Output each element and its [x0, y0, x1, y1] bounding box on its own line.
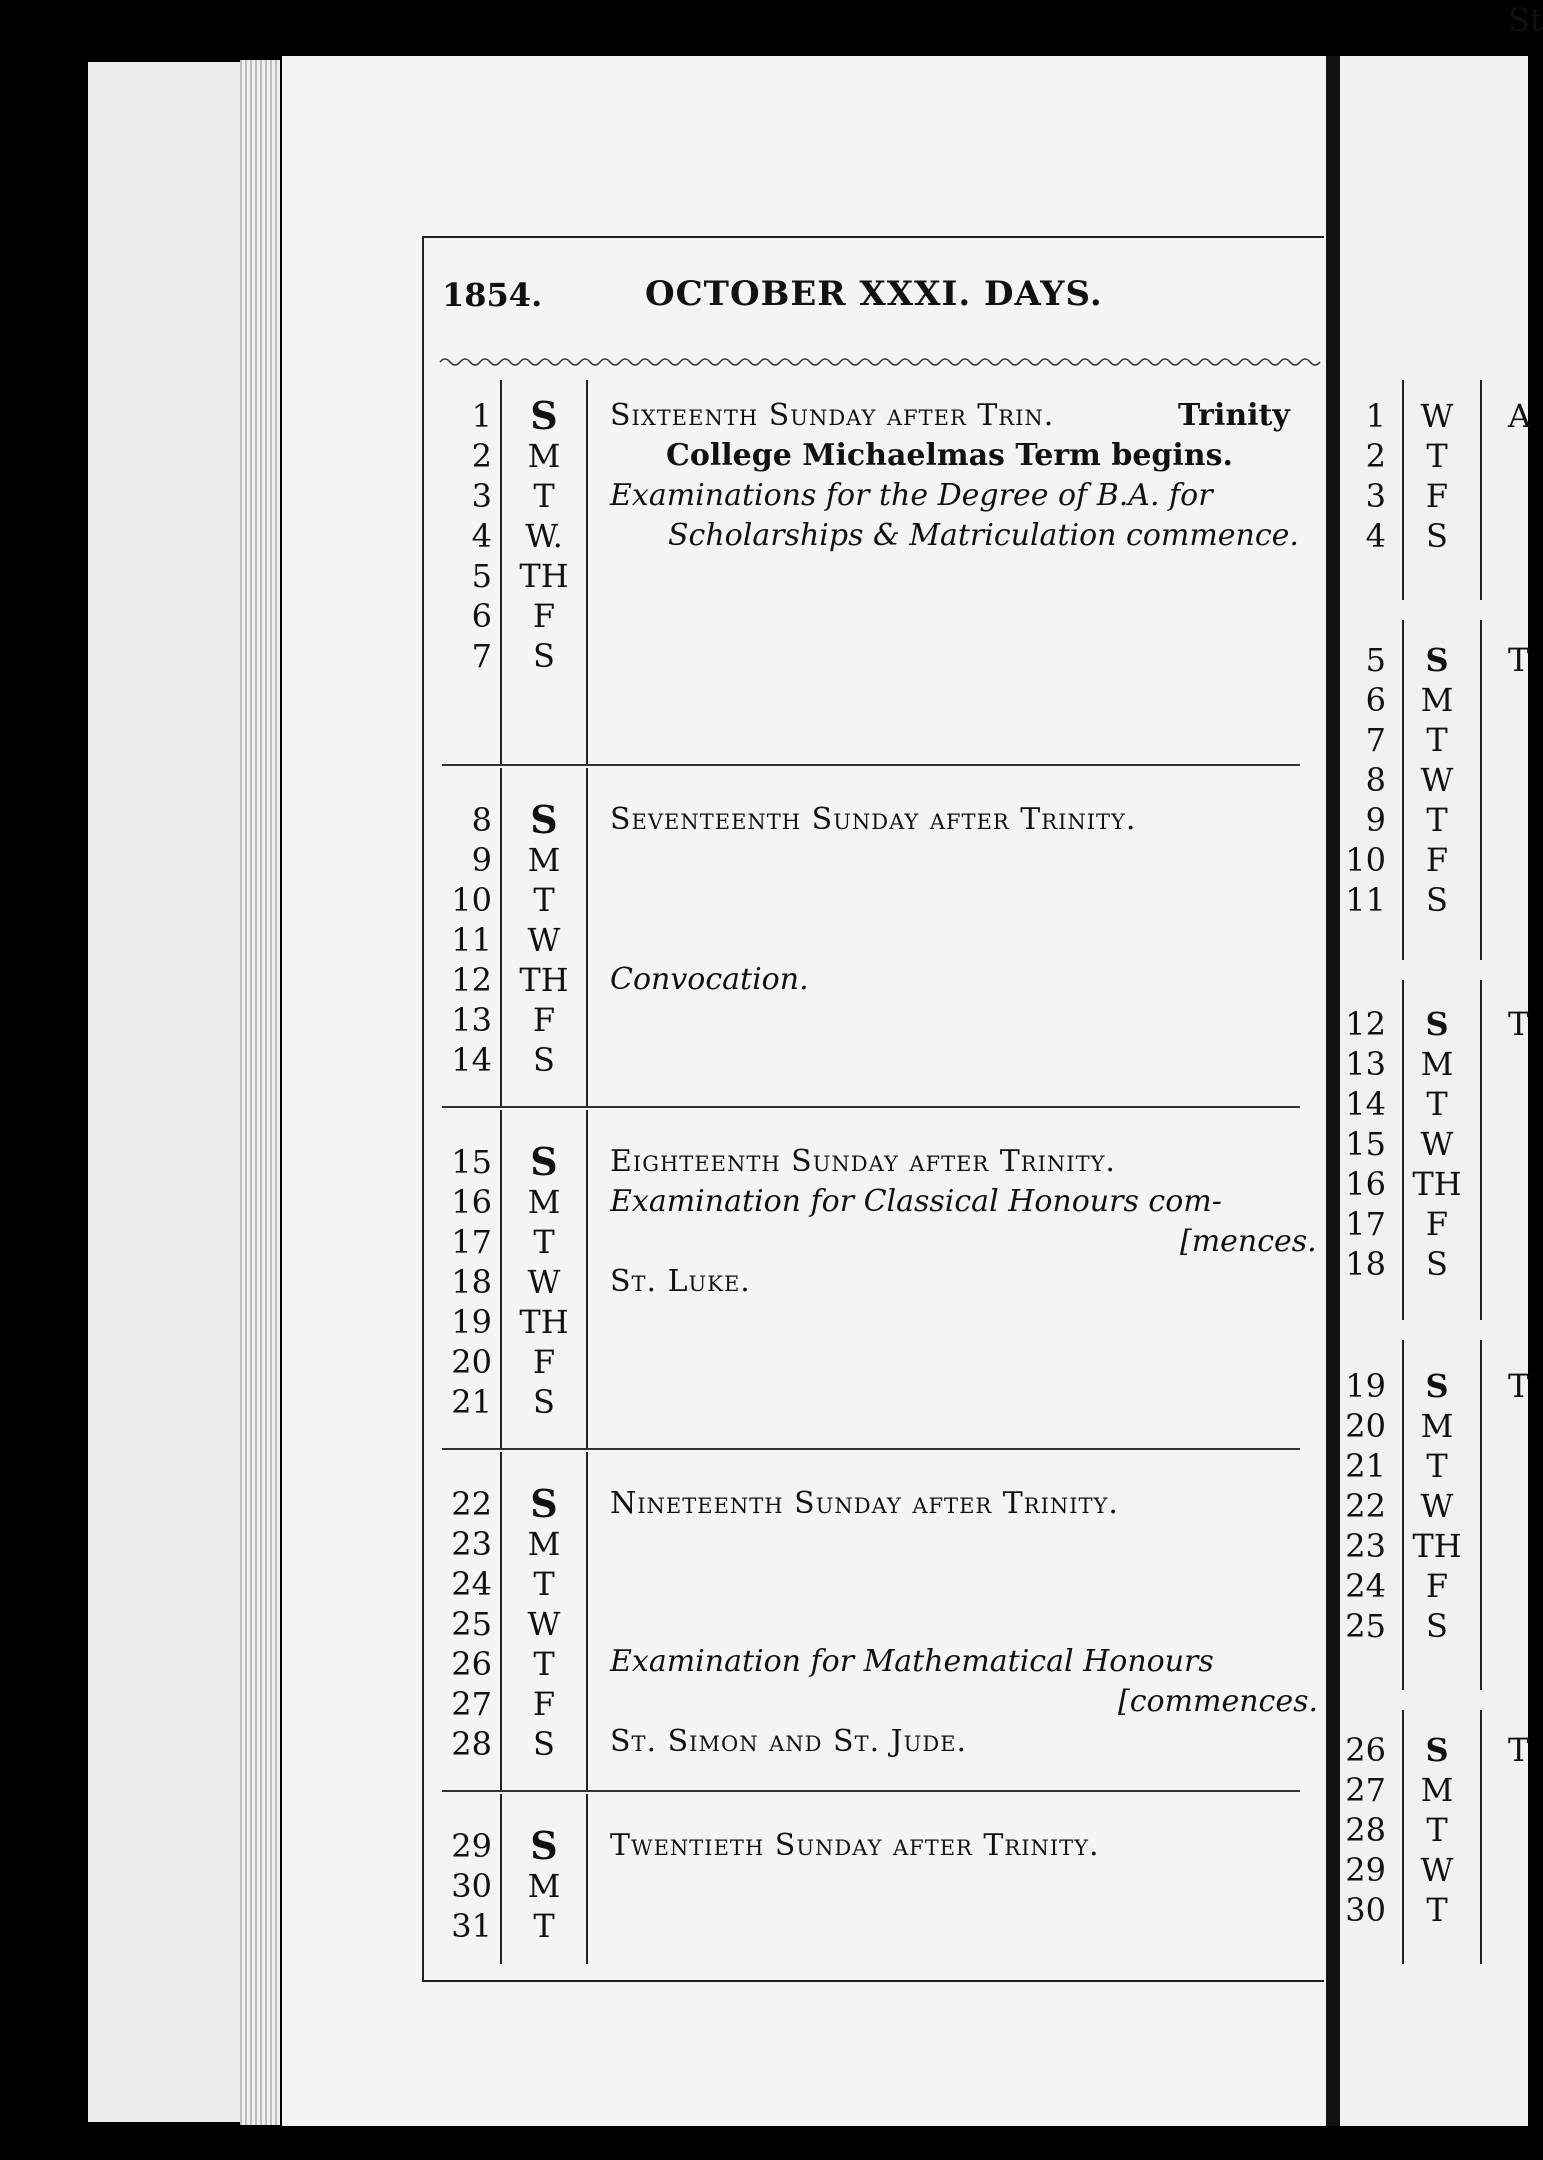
weekday-letter: M: [527, 1525, 561, 1563]
weekday-letter: TH: [519, 961, 569, 999]
weekday-letter: M: [527, 1867, 561, 1905]
column-rule: [586, 1794, 588, 1964]
weekday-letter: M: [527, 841, 561, 879]
day-number: 31: [451, 1907, 492, 1945]
next-page-note: A: [1508, 397, 1532, 435]
next-day-number: 17: [1345, 1205, 1386, 1243]
next-weekday-letter: T: [1426, 1891, 1448, 1929]
year-heading: 1854.: [442, 276, 543, 314]
next-day-number: 5: [1365, 641, 1386, 679]
column-rule: [500, 1452, 502, 1790]
note-day-12: Convocation.: [610, 962, 809, 997]
day-number: 16: [451, 1183, 492, 1221]
day-number: 23: [451, 1525, 492, 1563]
day-number: 7: [471, 637, 492, 675]
next-weekday-letter: W: [1420, 1125, 1454, 1163]
column-rule: [500, 1794, 502, 1964]
day-number: 13: [451, 1001, 492, 1039]
next-column-rule: [1402, 380, 1404, 600]
next-day-number: 25: [1345, 1607, 1386, 1645]
week-separator: [442, 764, 1300, 766]
next-weekday-letter: TH: [1412, 1527, 1462, 1565]
column-rule: [586, 1110, 588, 1448]
day-number: 17: [451, 1223, 492, 1261]
note-day-1-trinity: Trinity: [1178, 398, 1290, 433]
day-number: 6: [471, 597, 492, 635]
day-number: 8: [471, 801, 492, 839]
next-day-number: 19: [1345, 1367, 1386, 1405]
next-day-number: 26: [1345, 1731, 1386, 1769]
weekday-letter: W: [527, 1605, 561, 1643]
next-day-number: 9: [1365, 801, 1386, 839]
day-number: 28: [451, 1725, 492, 1763]
weekday-letter: T: [533, 477, 555, 515]
next-weekday-letter: F: [1425, 841, 1449, 879]
next-column-rule: [1402, 1340, 1404, 1690]
next-weekday-letter: M: [1420, 1771, 1454, 1809]
next-weekday-letter: TH: [1412, 1165, 1462, 1203]
next-page-note: St: [1508, 1, 1543, 39]
next-sunday-letter: S: [1425, 1005, 1449, 1043]
page-stack-edges: [240, 60, 280, 2125]
next-column-rule: [1402, 1710, 1404, 1964]
day-number: 27: [451, 1685, 492, 1723]
column-rule: [500, 380, 502, 764]
next-day-number: 15: [1345, 1125, 1386, 1163]
next-weekday-letter: W: [1420, 1851, 1454, 1889]
note-day-22: Nineteenth Sunday after Trinity.: [610, 1486, 1119, 1521]
wavy-rule: [440, 356, 1322, 368]
next-day-number: 16: [1345, 1165, 1386, 1203]
day-number: 5: [471, 557, 492, 595]
next-column-rule: [1402, 980, 1404, 1320]
next-weekday-letter: M: [1420, 1045, 1454, 1083]
weekday-letter: S: [533, 1383, 555, 1421]
next-weekday-letter: F: [1425, 1567, 1449, 1605]
weekday-letter: T: [533, 1907, 555, 1945]
day-number: 24: [451, 1565, 492, 1603]
next-weekday-letter: M: [1420, 1407, 1454, 1445]
weekday-letter: TH: [519, 557, 569, 595]
weekday-letter: W: [527, 921, 561, 959]
column-rule: [586, 768, 588, 1106]
next-day-number: 24: [1345, 1567, 1386, 1605]
next-day-number: 14: [1345, 1085, 1386, 1123]
next-column-rule: [1480, 1710, 1482, 1964]
day-number: 2: [471, 437, 492, 475]
next-day-number: 3: [1365, 477, 1386, 515]
left-page-edge: [88, 62, 264, 2122]
next-day-number: 28: [1345, 1811, 1386, 1849]
next-day-number: 10: [1345, 841, 1386, 879]
next-column-rule: [1480, 1340, 1482, 1690]
next-day-number: 2: [1365, 437, 1386, 475]
next-weekday-letter: T: [1426, 1811, 1448, 1849]
next-page-note: T: [1508, 1731, 1530, 1769]
next-day-number: 23: [1345, 1527, 1386, 1565]
next-weekday-letter: S: [1426, 881, 1448, 919]
month-heading: OCTOBER XXXI. DAYS.: [645, 274, 1103, 314]
next-weekday-letter: M: [1420, 681, 1454, 719]
next-day-number: 6: [1365, 681, 1386, 719]
next-day-number: 12: [1345, 1005, 1386, 1043]
weekday-letter: TH: [519, 1303, 569, 1341]
column-rule: [500, 768, 502, 1106]
weekday-letter: S: [533, 1041, 555, 1079]
note-day-15: Eighteenth Sunday after Trinity.: [610, 1144, 1116, 1179]
week-separator: [442, 1790, 1300, 1792]
day-number: 10: [451, 881, 492, 919]
day-number: 4: [471, 517, 492, 555]
day-number: 21: [451, 1383, 492, 1421]
note-day-16: Examination for Classical Honours com-: [610, 1184, 1222, 1219]
day-number: 15: [451, 1143, 492, 1181]
next-day-number: 21: [1345, 1447, 1386, 1485]
next-weekday-letter: T: [1426, 801, 1448, 839]
note-day-17: [mences.: [1180, 1224, 1317, 1259]
sunday-letter: S: [530, 1139, 558, 1184]
next-sunday-letter: S: [1425, 641, 1449, 679]
week-separator: [442, 1106, 1300, 1108]
week-separator: [442, 1448, 1300, 1450]
next-weekday-letter: T: [1426, 721, 1448, 759]
next-weekday-letter: W: [1420, 1487, 1454, 1525]
day-number: 1: [471, 397, 492, 435]
weekday-letter: T: [533, 1565, 555, 1603]
next-weekday-letter: T: [1426, 1447, 1448, 1485]
next-page-note: T: [1508, 641, 1530, 679]
day-number: 3: [471, 477, 492, 515]
day-number: 9: [471, 841, 492, 879]
note-day-1-term: College Michaelmas Term begins.: [666, 438, 1233, 473]
next-column-rule: [1402, 620, 1404, 960]
sunday-letter: S: [530, 797, 558, 842]
day-number: 22: [451, 1485, 492, 1523]
next-day-number: 30: [1345, 1891, 1386, 1929]
note-day-29: Twentieth Sunday after Trinity.: [610, 1828, 1100, 1863]
note-day-27: [commences.: [1118, 1684, 1319, 1719]
next-weekday-letter: W: [1420, 397, 1454, 435]
next-day-number: 27: [1345, 1771, 1386, 1809]
next-weekday-letter: T: [1426, 1085, 1448, 1123]
note-day-28: St. Simon and St. Jude.: [610, 1724, 968, 1759]
next-page-note: T: [1508, 1367, 1530, 1405]
next-column-rule: [1480, 620, 1482, 960]
next-sunday-letter: S: [1425, 1731, 1449, 1769]
note-day-26: Examination for Mathematical Honours: [610, 1644, 1214, 1679]
day-number: 20: [451, 1343, 492, 1381]
weekday-letter: F: [532, 1343, 556, 1381]
weekday-letter: T: [533, 1223, 555, 1261]
next-column-rule: [1480, 980, 1482, 1320]
column-rule: [586, 380, 588, 764]
weekday-letter: F: [532, 597, 556, 635]
note-day-2-cont: Scholarships & Matriculation commence.: [668, 518, 1299, 553]
sunday-letter: S: [530, 393, 558, 438]
day-number: 26: [451, 1645, 492, 1683]
day-number: 30: [451, 1867, 492, 1905]
next-day-number: 29: [1345, 1851, 1386, 1889]
weekday-letter: T: [533, 881, 555, 919]
weekday-letter: W.: [525, 517, 563, 555]
weekday-letter: W: [527, 1263, 561, 1301]
next-day-number: 4: [1365, 517, 1386, 555]
day-number: 14: [451, 1041, 492, 1079]
day-number: 29: [451, 1827, 492, 1865]
next-page-note: T: [1508, 1005, 1530, 1043]
next-weekday-letter: F: [1425, 1205, 1449, 1243]
day-number: 25: [451, 1605, 492, 1643]
next-sunday-letter: S: [1425, 1367, 1449, 1405]
note-day-2: Examinations for the Degree of B.A. for: [610, 478, 1213, 513]
sunday-letter: S: [530, 1481, 558, 1526]
note-day-8: Seventeenth Sunday after Trinity.: [610, 802, 1137, 837]
next-day-number: 13: [1345, 1045, 1386, 1083]
next-weekday-letter: S: [1426, 1245, 1448, 1283]
next-day-number: 1: [1365, 397, 1386, 435]
next-weekday-letter: W: [1420, 761, 1454, 799]
next-day-number: 8: [1365, 761, 1386, 799]
column-rule: [500, 1110, 502, 1448]
day-number: 18: [451, 1263, 492, 1301]
next-column-rule: [1480, 380, 1482, 600]
weekday-letter: S: [533, 1725, 555, 1763]
note-day-18: St. Luke.: [610, 1264, 751, 1299]
day-number: 11: [451, 921, 492, 959]
weekday-letter: S: [533, 637, 555, 675]
day-number: 19: [451, 1303, 492, 1341]
next-day-number: 20: [1345, 1407, 1386, 1445]
next-weekday-letter: S: [1426, 517, 1448, 555]
column-rule: [586, 1452, 588, 1790]
next-day-number: 7: [1365, 721, 1386, 759]
weekday-letter: F: [532, 1001, 556, 1039]
next-weekday-letter: F: [1425, 477, 1449, 515]
sunday-letter: S: [530, 1823, 558, 1868]
weekday-letter: T: [533, 1645, 555, 1683]
next-day-number: 11: [1345, 881, 1386, 919]
weekday-letter: F: [532, 1685, 556, 1723]
next-day-number: 22: [1345, 1487, 1386, 1525]
next-weekday-letter: T: [1426, 437, 1448, 475]
weekday-letter: M: [527, 1183, 561, 1221]
next-weekday-letter: S: [1426, 1607, 1448, 1645]
weekday-letter: M: [527, 437, 561, 475]
note-day-1: Sixteenth Sunday after Trin.: [610, 398, 1055, 433]
day-number: 12: [451, 961, 492, 999]
next-day-number: 18: [1345, 1245, 1386, 1283]
